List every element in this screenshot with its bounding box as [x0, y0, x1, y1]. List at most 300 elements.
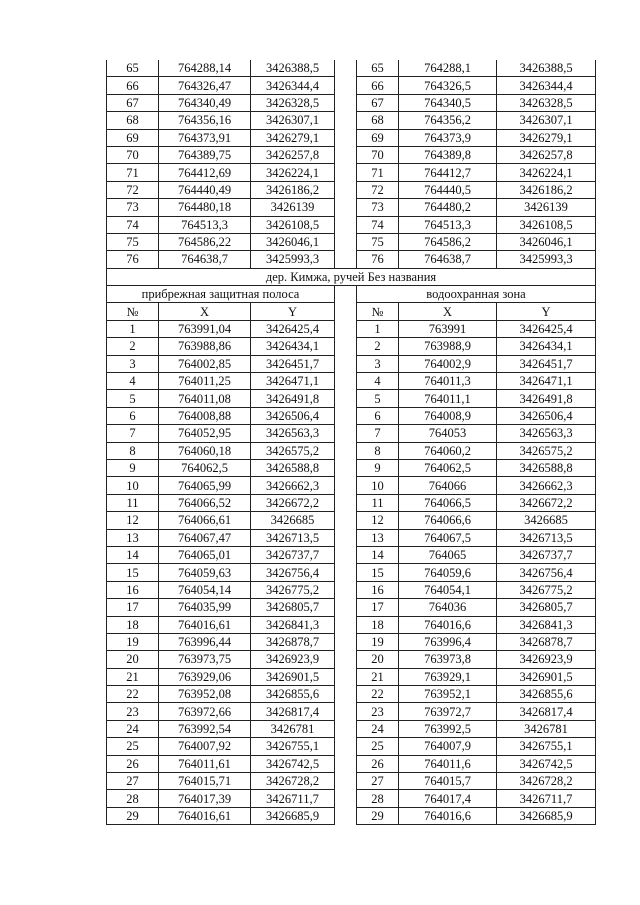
table-row: [107, 216, 596, 233]
column-gap: [335, 338, 357, 355]
left-point-number: 2: [107, 338, 159, 355]
table-row: [107, 60, 596, 77]
left-y-coordinate: 3426756,4: [251, 564, 335, 581]
left-y-coordinate: 3426139: [251, 199, 335, 216]
left-point-number: 9: [107, 459, 159, 476]
table-row: [107, 77, 596, 94]
right-y-coordinate: 3426711,7: [497, 790, 596, 807]
right-x-coordinate: 763988,9: [399, 338, 497, 355]
right-x-coordinate: 764008,9: [399, 407, 497, 424]
right-point-number: 72: [357, 181, 399, 198]
right-y-coordinate: 3426139: [497, 199, 596, 216]
left-point-number: 72: [107, 181, 159, 198]
left-point-number: 71: [107, 164, 159, 181]
left-point-number: 67: [107, 94, 159, 111]
left-x-coordinate: 763996,44: [159, 633, 251, 650]
column-header-row: [107, 303, 596, 320]
left-x-coordinate: 764326,47: [159, 77, 251, 94]
left-y-coordinate: 3426425,4: [251, 320, 335, 337]
column-gap: [335, 199, 357, 216]
left-x-coordinate: 764513,3: [159, 216, 251, 233]
column-gap: [335, 286, 357, 303]
right-x-coordinate: 764011,1: [399, 390, 497, 407]
left-x-coordinate: 764015,71: [159, 773, 251, 790]
left-x-coordinate: 764007,92: [159, 738, 251, 755]
right-x-coordinate: 764060,2: [399, 442, 497, 459]
column-gap: [335, 529, 357, 546]
left-y-coordinate: 3426563,3: [251, 425, 335, 442]
left-point-number: 19: [107, 633, 159, 650]
left-point-number: 18: [107, 616, 159, 633]
right-x-coordinate: 764373,9: [399, 129, 497, 146]
column-gap: [335, 425, 357, 442]
right-point-number: 3: [357, 355, 399, 372]
left-y-coordinate: 3425993,3: [251, 251, 335, 268]
left-x-coordinate: 764062,5: [159, 459, 251, 476]
right-point-number: 68: [357, 112, 399, 129]
column-gap: [335, 477, 357, 494]
column-gap: [335, 233, 357, 250]
right-point-number: 17: [357, 599, 399, 616]
column-gap: [335, 373, 357, 390]
left-point-number: 65: [107, 60, 159, 77]
table-row: [107, 477, 596, 494]
column-gap: [335, 129, 357, 146]
right-no-header: №: [357, 303, 399, 320]
table-row: [107, 668, 596, 685]
column-gap: [335, 790, 357, 807]
right-point-number: 16: [357, 581, 399, 598]
right-point-number: 29: [357, 807, 399, 824]
left-x-coordinate: 763929,06: [159, 668, 251, 685]
right-x-coordinate: 764059,6: [399, 564, 497, 581]
left-y-coordinate: 3426588,8: [251, 459, 335, 476]
right-x-coordinate: 764326,5: [399, 77, 497, 94]
table-row: [107, 407, 596, 424]
table-row: [107, 494, 596, 511]
left-y-coordinate: 3426841,3: [251, 616, 335, 633]
table-row: [107, 338, 596, 355]
right-y-coordinate: 3426046,1: [497, 233, 596, 250]
left-x-coordinate: 764011,08: [159, 390, 251, 407]
right-x-coordinate: 764586,2: [399, 233, 497, 250]
column-gap: [335, 459, 357, 476]
left-y-coordinate: 3426737,7: [251, 546, 335, 563]
right-x-coordinate: 764016,6: [399, 807, 497, 824]
left-x-header: X: [159, 303, 251, 320]
right-point-number: 65: [357, 60, 399, 77]
right-x-coordinate: 764440,5: [399, 181, 497, 198]
right-y-coordinate: 3426672,2: [497, 494, 596, 511]
right-point-number: 73: [357, 199, 399, 216]
left-point-number: 12: [107, 512, 159, 529]
column-gap: [335, 546, 357, 563]
right-point-number: 28: [357, 790, 399, 807]
right-x-coordinate: 764513,3: [399, 216, 497, 233]
top-rows-section: [107, 60, 596, 268]
left-x-coordinate: 764065,01: [159, 546, 251, 563]
left-point-number: 22: [107, 686, 159, 703]
left-y-coordinate: 3426713,5: [251, 529, 335, 546]
left-x-coordinate: 764638,7: [159, 251, 251, 268]
left-y-header: Y: [251, 303, 335, 320]
right-point-number: 22: [357, 686, 399, 703]
right-point-number: 13: [357, 529, 399, 546]
left-point-number: 16: [107, 581, 159, 598]
coordinates-table: [106, 60, 596, 825]
right-point-number: 6: [357, 407, 399, 424]
table-row: [107, 251, 596, 268]
column-gap: [335, 407, 357, 424]
table-row: [107, 390, 596, 407]
table-row: [107, 581, 596, 598]
left-point-number: 75: [107, 233, 159, 250]
left-x-coordinate: 764340,49: [159, 94, 251, 111]
right-x-coordinate: 763991: [399, 320, 497, 337]
table-row: [107, 686, 596, 703]
right-x-coordinate: 763996,4: [399, 633, 497, 650]
left-y-coordinate: 3426451,7: [251, 355, 335, 372]
right-y-coordinate: 3426344,4: [497, 77, 596, 94]
right-x-coordinate: 764054,1: [399, 581, 497, 598]
right-point-number: 76: [357, 251, 399, 268]
left-point-number: 14: [107, 546, 159, 563]
left-y-coordinate: 3426279,1: [251, 129, 335, 146]
right-y-coordinate: 3426923,9: [497, 651, 596, 668]
right-x-coordinate: 764011,6: [399, 755, 497, 772]
table-row: [107, 512, 596, 529]
right-point-number: 15: [357, 564, 399, 581]
right-point-number: 4: [357, 373, 399, 390]
right-point-number: 19: [357, 633, 399, 650]
section-title: дер. Кимжа, ручей Без названия: [107, 268, 596, 285]
left-y-coordinate: 3426307,1: [251, 112, 335, 129]
right-y-coordinate: 3426588,8: [497, 459, 596, 476]
left-x-coordinate: 764008,88: [159, 407, 251, 424]
right-y-coordinate: 3426685,9: [497, 807, 596, 824]
left-y-coordinate: 3426434,1: [251, 338, 335, 355]
table-row: [107, 181, 596, 198]
table-row: [107, 773, 596, 790]
table-row: [107, 112, 596, 129]
column-gap: [335, 564, 357, 581]
table-row: [107, 320, 596, 337]
table-row: [107, 738, 596, 755]
column-gap: [335, 773, 357, 790]
left-x-coordinate: 764065,99: [159, 477, 251, 494]
left-y-coordinate: 3426805,7: [251, 599, 335, 616]
column-gap: [335, 77, 357, 94]
right-y-coordinate: 3426257,8: [497, 146, 596, 163]
right-y-coordinate: 3426425,4: [497, 320, 596, 337]
column-gap: [335, 442, 357, 459]
left-y-coordinate: 3426901,5: [251, 668, 335, 685]
left-x-coordinate: 764035,99: [159, 599, 251, 616]
left-y-coordinate: 3426878,7: [251, 633, 335, 650]
right-x-coordinate: 764066: [399, 477, 497, 494]
left-point-number: 70: [107, 146, 159, 163]
left-x-coordinate: 764052,95: [159, 425, 251, 442]
right-point-number: 27: [357, 773, 399, 790]
right-y-coordinate: 3426737,7: [497, 546, 596, 563]
left-y-coordinate: 3426046,1: [251, 233, 335, 250]
right-x-coordinate: 763972,7: [399, 703, 497, 720]
column-gap: [335, 303, 357, 320]
left-point-number: 27: [107, 773, 159, 790]
right-x-header: X: [399, 303, 497, 320]
right-x-coordinate: 764389,8: [399, 146, 497, 163]
right-point-number: 25: [357, 738, 399, 755]
table-row: [107, 355, 596, 372]
right-y-coordinate: 3426451,7: [497, 355, 596, 372]
left-point-number: 76: [107, 251, 159, 268]
left-y-coordinate: 3426685: [251, 512, 335, 529]
left-point-number: 17: [107, 599, 159, 616]
right-y-coordinate: 3426563,3: [497, 425, 596, 442]
right-point-number: 69: [357, 129, 399, 146]
right-point-number: 11: [357, 494, 399, 511]
right-x-coordinate: 763973,8: [399, 651, 497, 668]
table-row: [107, 233, 596, 250]
right-x-coordinate: 764016,6: [399, 616, 497, 633]
right-point-number: 9: [357, 459, 399, 476]
right-point-number: 18: [357, 616, 399, 633]
right-x-coordinate: 764015,7: [399, 773, 497, 790]
left-x-coordinate: 764373,91: [159, 129, 251, 146]
right-x-coordinate: 764053: [399, 425, 497, 442]
right-x-coordinate: 764036: [399, 599, 497, 616]
right-x-coordinate: 763952,1: [399, 686, 497, 703]
left-x-coordinate: 764011,61: [159, 755, 251, 772]
right-y-coordinate: 3426775,2: [497, 581, 596, 598]
right-x-coordinate: 764011,3: [399, 373, 497, 390]
left-y-coordinate: 3426506,4: [251, 407, 335, 424]
bottom-rows-section: [107, 320, 596, 824]
left-y-coordinate: 3426728,2: [251, 773, 335, 790]
left-y-coordinate: 3426224,1: [251, 164, 335, 181]
left-y-coordinate: 3426711,7: [251, 790, 335, 807]
left-point-number: 11: [107, 494, 159, 511]
table-row: [107, 703, 596, 720]
right-y-coordinate: 3426685: [497, 512, 596, 529]
left-y-coordinate: 3426775,2: [251, 581, 335, 598]
right-x-coordinate: 764067,5: [399, 529, 497, 546]
left-y-coordinate: 3426781: [251, 720, 335, 737]
left-x-coordinate: 764480,18: [159, 199, 251, 216]
left-x-coordinate: 764412,69: [159, 164, 251, 181]
left-point-number: 7: [107, 425, 159, 442]
column-gap: [335, 703, 357, 720]
right-y-coordinate: 3426855,6: [497, 686, 596, 703]
right-x-coordinate: 764288,1: [399, 60, 497, 77]
left-y-coordinate: 3426108,5: [251, 216, 335, 233]
column-gap: [335, 686, 357, 703]
column-gap: [335, 807, 357, 824]
left-x-coordinate: 764288,14: [159, 60, 251, 77]
left-x-coordinate: 764067,47: [159, 529, 251, 546]
right-x-coordinate: 764638,7: [399, 251, 497, 268]
right-y-coordinate: 3426471,1: [497, 373, 596, 390]
left-x-coordinate: 764059,63: [159, 564, 251, 581]
left-point-number: 13: [107, 529, 159, 546]
column-gap: [335, 251, 357, 268]
left-point-number: 23: [107, 703, 159, 720]
right-y-coordinate: 3426328,5: [497, 94, 596, 111]
left-x-coordinate: 764002,85: [159, 355, 251, 372]
left-point-number: 8: [107, 442, 159, 459]
table-row: [107, 442, 596, 459]
left-point-number: 15: [107, 564, 159, 581]
column-gap: [335, 494, 357, 511]
right-y-coordinate: 3426901,5: [497, 668, 596, 685]
right-y-coordinate: 3426817,4: [497, 703, 596, 720]
left-point-number: 25: [107, 738, 159, 755]
right-x-coordinate: 764066,5: [399, 494, 497, 511]
right-point-number: 66: [357, 77, 399, 94]
right-point-number: 26: [357, 755, 399, 772]
table-row: [107, 633, 596, 650]
column-gap: [335, 320, 357, 337]
left-x-coordinate: 763992,54: [159, 720, 251, 737]
column-gap: [335, 616, 357, 633]
right-x-coordinate: 764412,7: [399, 164, 497, 181]
left-point-number: 24: [107, 720, 159, 737]
right-y-coordinate: 3426108,5: [497, 216, 596, 233]
right-y-coordinate: 3426575,2: [497, 442, 596, 459]
left-y-coordinate: 3426742,5: [251, 755, 335, 772]
left-x-coordinate: 763972,66: [159, 703, 251, 720]
right-point-number: 23: [357, 703, 399, 720]
left-x-coordinate: 764440,49: [159, 181, 251, 198]
left-point-number: 21: [107, 668, 159, 685]
left-x-coordinate: 764017,39: [159, 790, 251, 807]
left-point-number: 26: [107, 755, 159, 772]
left-y-coordinate: 3426755,1: [251, 738, 335, 755]
right-zone-heading: водоохранная зона: [357, 286, 596, 303]
table-row: [107, 651, 596, 668]
right-point-number: 10: [357, 477, 399, 494]
right-y-coordinate: 3426755,1: [497, 738, 596, 755]
right-y-coordinate: 3426662,3: [497, 477, 596, 494]
table-row: [107, 599, 596, 616]
right-point-number: 1: [357, 320, 399, 337]
right-point-number: 2: [357, 338, 399, 355]
column-gap: [335, 633, 357, 650]
left-point-number: 5: [107, 390, 159, 407]
right-x-coordinate: 764017,4: [399, 790, 497, 807]
column-gap: [335, 599, 357, 616]
right-y-coordinate: 3426388,5: [497, 60, 596, 77]
right-x-coordinate: 764356,2: [399, 112, 497, 129]
right-y-coordinate: 3426279,1: [497, 129, 596, 146]
table-row: [107, 164, 596, 181]
column-gap: [335, 512, 357, 529]
right-y-coordinate: 3426756,4: [497, 564, 596, 581]
left-y-coordinate: 3426575,2: [251, 442, 335, 459]
right-y-coordinate: 3426506,4: [497, 407, 596, 424]
right-y-coordinate: 3426878,7: [497, 633, 596, 650]
right-x-coordinate: 764066,6: [399, 512, 497, 529]
left-x-coordinate: 764586,22: [159, 233, 251, 250]
left-x-coordinate: 764016,61: [159, 616, 251, 633]
left-x-coordinate: 764054,14: [159, 581, 251, 598]
column-gap: [335, 581, 357, 598]
column-gap: [335, 755, 357, 772]
right-y-header: Y: [497, 303, 596, 320]
right-y-coordinate: 3426728,2: [497, 773, 596, 790]
table-row: [107, 807, 596, 824]
left-x-coordinate: 764011,25: [159, 373, 251, 390]
left-point-number: 1: [107, 320, 159, 337]
column-gap: [335, 60, 357, 77]
right-point-number: 14: [357, 546, 399, 563]
column-gap: [335, 181, 357, 198]
left-x-coordinate: 764060,18: [159, 442, 251, 459]
left-y-coordinate: 3426491,8: [251, 390, 335, 407]
right-x-coordinate: 764062,5: [399, 459, 497, 476]
right-point-number: 21: [357, 668, 399, 685]
left-point-number: 74: [107, 216, 159, 233]
table-row: [107, 146, 596, 163]
left-y-coordinate: 3426344,4: [251, 77, 335, 94]
table-row: [107, 564, 596, 581]
left-x-coordinate: 764066,61: [159, 512, 251, 529]
table-row: [107, 199, 596, 216]
column-gap: [335, 112, 357, 129]
column-gap: [335, 146, 357, 163]
right-y-coordinate: 3426781: [497, 720, 596, 737]
left-x-coordinate: 764016,61: [159, 807, 251, 824]
right-x-coordinate: 764002,9: [399, 355, 497, 372]
right-point-number: 75: [357, 233, 399, 250]
right-y-coordinate: 3426307,1: [497, 112, 596, 129]
left-point-number: 73: [107, 199, 159, 216]
left-point-number: 66: [107, 77, 159, 94]
table-row: [107, 529, 596, 546]
left-x-coordinate: 763952,08: [159, 686, 251, 703]
left-x-coordinate: 764389,75: [159, 146, 251, 163]
column-gap: [335, 390, 357, 407]
right-y-coordinate: 3426713,5: [497, 529, 596, 546]
right-point-number: 5: [357, 390, 399, 407]
left-y-coordinate: 3426471,1: [251, 373, 335, 390]
right-x-coordinate: 763929,1: [399, 668, 497, 685]
right-x-coordinate: 764340,5: [399, 94, 497, 111]
right-y-coordinate: 3425993,3: [497, 251, 596, 268]
right-point-number: 12: [357, 512, 399, 529]
table-row: [107, 459, 596, 476]
column-gap: [335, 738, 357, 755]
right-x-coordinate: 764065: [399, 546, 497, 563]
left-x-coordinate: 764356,16: [159, 112, 251, 129]
left-x-coordinate: 763988,86: [159, 338, 251, 355]
table-row: [107, 755, 596, 772]
column-gap: [335, 164, 357, 181]
column-gap: [335, 668, 357, 685]
left-y-coordinate: 3426186,2: [251, 181, 335, 198]
right-point-number: 71: [357, 164, 399, 181]
left-point-number: 29: [107, 807, 159, 824]
left-point-number: 69: [107, 129, 159, 146]
left-x-coordinate: 763991,04: [159, 320, 251, 337]
left-y-coordinate: 3426817,4: [251, 703, 335, 720]
section-title-row: [107, 268, 596, 285]
column-gap: [335, 216, 357, 233]
column-gap: [335, 94, 357, 111]
table-row: [107, 94, 596, 111]
right-x-coordinate: 764007,9: [399, 738, 497, 755]
table-row: [107, 425, 596, 442]
